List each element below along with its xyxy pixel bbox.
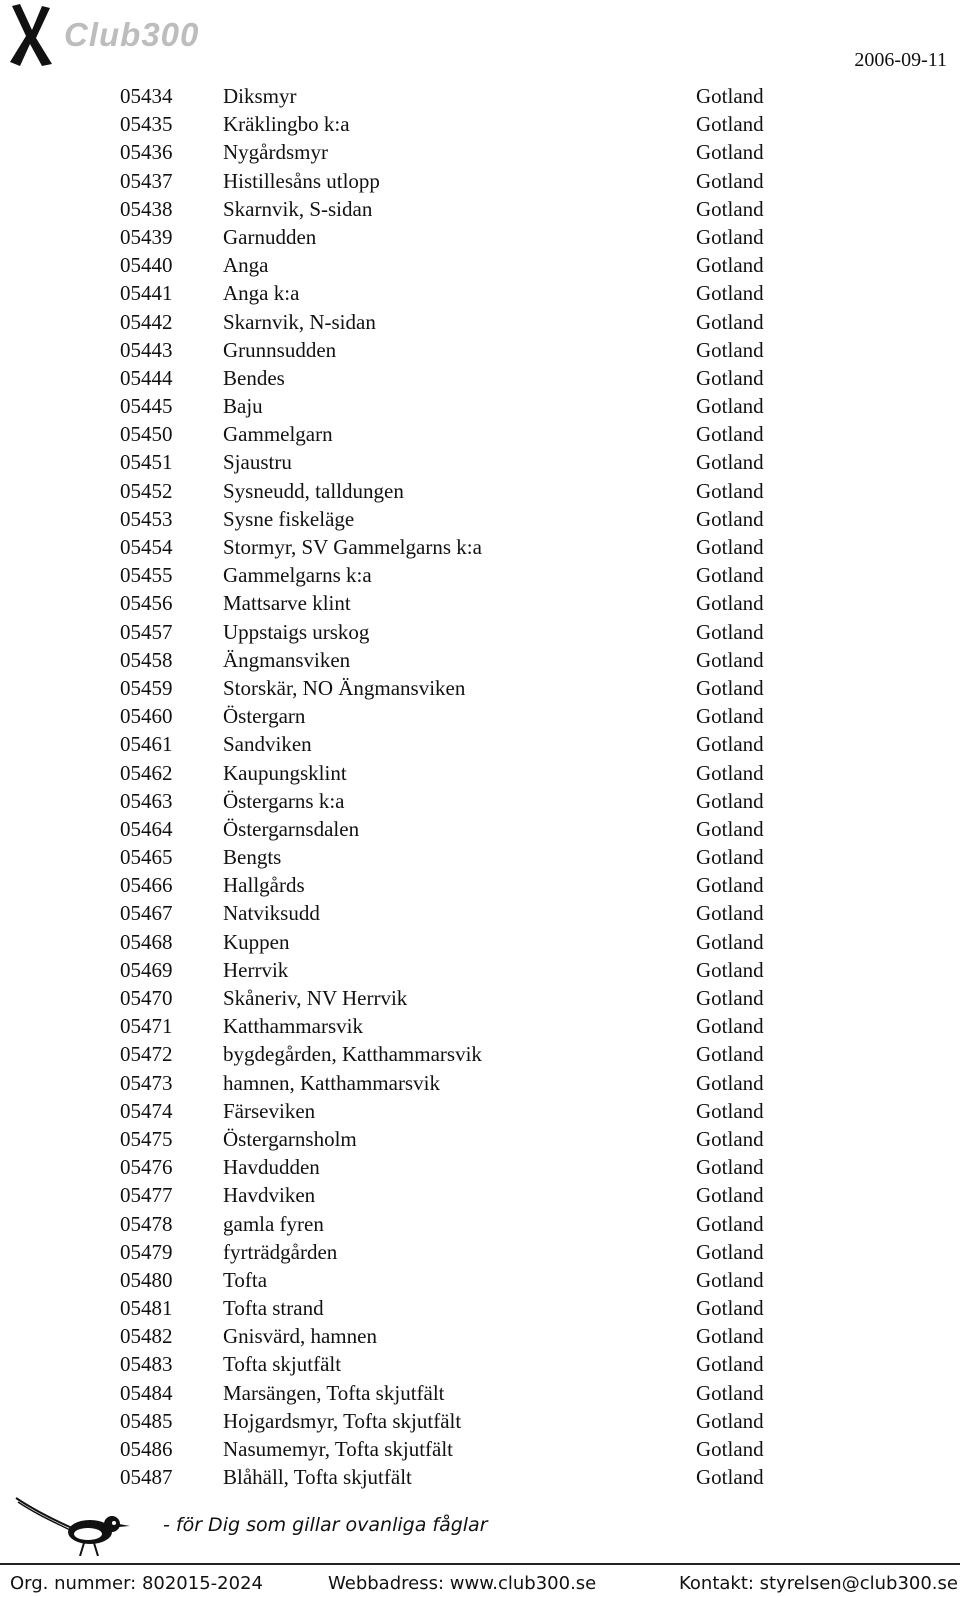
location-region: Gotland [696, 647, 764, 672]
location-name: Grunnsudden [223, 337, 337, 362]
table-row [120, 928, 820, 956]
location-code: 05461 [120, 732, 173, 757]
table-row [120, 533, 820, 561]
location-region: Gotland [696, 1155, 764, 1180]
location-code: 05467 [120, 901, 173, 926]
location-name: Gnisvärd, hamnen [223, 1324, 377, 1349]
table-row [120, 1238, 820, 1266]
location-code: 05437 [120, 168, 173, 193]
location-region: Gotland [696, 619, 764, 644]
location-name: Hallgårds [223, 873, 305, 898]
location-code: 05463 [120, 788, 173, 813]
location-code: 05443 [120, 337, 173, 362]
table-row [120, 1350, 820, 1378]
location-region: Gotland [696, 1324, 764, 1349]
location-region: Gotland [696, 253, 764, 278]
location-region: Gotland [696, 422, 764, 447]
location-code: 05444 [120, 365, 173, 390]
location-code: 05456 [120, 591, 173, 616]
table-row [120, 138, 820, 166]
location-region: Gotland [696, 1098, 764, 1123]
location-region: Gotland [696, 732, 764, 757]
location-name: Skarnvik, S-sidan [223, 196, 373, 221]
location-code: 05451 [120, 450, 173, 475]
location-name: Marsängen, Tofta skjutfält [223, 1380, 445, 1405]
table-row [120, 336, 820, 364]
location-name: hamnen, Katthammarsvik [223, 1070, 440, 1095]
table-row [120, 1012, 820, 1040]
location-region: Gotland [696, 816, 764, 841]
location-name: Östergarns k:a [223, 788, 345, 813]
location-name: Kaupungsklint [223, 760, 347, 785]
location-region: Gotland [696, 196, 764, 221]
table-row [120, 1463, 820, 1491]
location-code: 05442 [120, 309, 173, 334]
location-code: 05470 [120, 986, 173, 1010]
location-name: Baju [223, 394, 263, 419]
location-region: Gotland [696, 365, 764, 390]
location-region: Gotland [696, 535, 764, 559]
location-region: Gotland [696, 845, 764, 870]
location-name: Östergarnsholm [223, 1126, 357, 1151]
location-region: Gotland [696, 591, 764, 616]
location-code: 05471 [120, 1014, 173, 1039]
location-region: Gotland [696, 1183, 764, 1208]
location-region: Gotland [696, 168, 764, 193]
location-code: 05453 [120, 506, 173, 531]
location-region: Gotland [696, 224, 764, 249]
location-code: 05457 [120, 619, 173, 644]
location-region: Gotland [696, 1352, 764, 1377]
location-name: Bengts [223, 845, 282, 870]
location-region: Gotland [696, 1267, 764, 1292]
location-code: 05479 [120, 1239, 173, 1264]
location-name: Östergarn [223, 704, 306, 729]
location-name: Garnudden [223, 224, 317, 249]
location-name: Sysneudd, talldungen [223, 478, 404, 503]
location-name: Kuppen [223, 929, 290, 954]
table-row [120, 1266, 820, 1294]
location-region: Gotland [696, 986, 764, 1010]
web-address: Webbadress: www.club300.se [328, 1573, 597, 1594]
table-row [120, 110, 820, 138]
table-row [120, 364, 820, 392]
location-code: 05481 [120, 1296, 173, 1321]
table-row [120, 223, 820, 251]
location-code: 05484 [120, 1380, 173, 1405]
location-region: Gotland [696, 1437, 764, 1461]
location-name: gamla fyren [223, 1211, 324, 1236]
table-row [120, 618, 820, 646]
location-name: Katthammarsvik [223, 1014, 363, 1039]
location-name: Uppstaigs urskog [223, 619, 370, 644]
location-code: 05469 [120, 957, 173, 982]
location-name: fyrträdgården [223, 1239, 338, 1264]
location-code: 05435 [120, 112, 173, 137]
location-region: Gotland [696, 140, 764, 165]
location-code: 05476 [120, 1155, 173, 1180]
x-mark-icon [6, 2, 56, 68]
location-code: 05439 [120, 224, 173, 249]
location-name: Sjaustru [223, 450, 292, 475]
location-name: bygdegården, Katthammarsvik [223, 1042, 482, 1067]
table-row [120, 477, 820, 505]
footer-divider [0, 1563, 960, 1565]
table-row [120, 815, 820, 843]
location-region: Gotland [696, 1070, 764, 1095]
location-name: Diksmyr [223, 84, 297, 108]
location-code: 05458 [120, 647, 173, 672]
table-row [120, 1153, 820, 1181]
location-code: 05485 [120, 1408, 173, 1433]
location-name: Tofta strand [223, 1296, 324, 1321]
location-region: Gotland [696, 394, 764, 419]
table-row [120, 1294, 820, 1322]
table-row [120, 899, 820, 927]
table-row [120, 1435, 820, 1463]
location-name: Herrvik [223, 957, 289, 982]
table-row [120, 279, 820, 307]
table-row [120, 561, 820, 589]
location-code: 05474 [120, 1098, 173, 1123]
location-code: 05475 [120, 1126, 173, 1151]
location-code: 05468 [120, 929, 173, 954]
table-row [120, 646, 820, 674]
table-row [120, 1125, 820, 1153]
club300-logo [6, 2, 216, 68]
location-code: 05450 [120, 422, 173, 447]
location-name: Skåneriv, NV Herrvik [223, 986, 408, 1010]
location-code: 05459 [120, 675, 173, 700]
location-name: Nasumemyr, Tofta skjutfält [223, 1437, 454, 1461]
location-region: Gotland [696, 1239, 764, 1264]
table-row [120, 251, 820, 279]
location-code: 05466 [120, 873, 173, 898]
location-region: Gotland [696, 281, 764, 306]
bird-logo-icon [14, 1496, 144, 1556]
location-region: Gotland [696, 1296, 764, 1321]
contact-email: Kontakt: styrelsen@club300.se [679, 1573, 958, 1594]
location-code: 05438 [120, 196, 173, 221]
location-code: 05440 [120, 253, 173, 278]
location-region: Gotland [696, 1126, 764, 1151]
location-name: Sysne fiskeläge [223, 506, 355, 531]
location-region: Gotland [696, 1408, 764, 1433]
location-region: Gotland [696, 506, 764, 531]
location-region: Gotland [696, 957, 764, 982]
location-code: 05452 [120, 478, 173, 503]
org-number: Org. nummer: 802015-2024 [10, 1573, 263, 1594]
table-row [120, 759, 820, 787]
location-region: Gotland [696, 760, 764, 785]
table-row [120, 674, 820, 702]
location-code: 05445 [120, 394, 173, 419]
table-row [120, 843, 820, 871]
table-row [120, 82, 820, 110]
table-row [120, 1181, 820, 1209]
location-code: 05454 [120, 535, 173, 559]
location-region: Gotland [696, 1465, 764, 1490]
table-row [120, 787, 820, 815]
location-name: Blåhäll, Tofta skjutfält [223, 1465, 412, 1490]
location-name: Anga k:a [223, 281, 300, 306]
location-code: 05441 [120, 281, 173, 306]
location-code: 05465 [120, 845, 173, 870]
location-name: Tofta skjutfält [223, 1352, 342, 1377]
location-name: Skarnvik, N-sidan [223, 309, 376, 334]
table-row [120, 730, 820, 758]
table-row [120, 1322, 820, 1350]
location-name: Hojgardsmyr, Tofta skjutfält [223, 1408, 462, 1433]
table-row [120, 1379, 820, 1407]
table-row [120, 589, 820, 617]
logo-text: Club300 [64, 16, 200, 53]
table-row [120, 1040, 820, 1068]
location-region: Gotland [696, 337, 764, 362]
location-name: Stormyr, SV Gammelgarns k:a [223, 535, 482, 559]
location-name: Tofta [223, 1267, 268, 1292]
location-name: Havdudden [223, 1155, 320, 1180]
table-row [120, 448, 820, 476]
table-row [120, 1407, 820, 1435]
location-name: Nygårdsmyr [223, 140, 328, 165]
location-name: Gammelgarns k:a [223, 563, 372, 588]
location-region: Gotland [696, 1042, 764, 1067]
table-row [120, 1210, 820, 1238]
location-region: Gotland [696, 309, 764, 334]
location-name: Havdviken [223, 1183, 316, 1208]
table-row [120, 871, 820, 899]
location-region: Gotland [696, 1014, 764, 1039]
location-region: Gotland [696, 675, 764, 700]
document-date: 2006-09-11 [854, 49, 947, 71]
location-name: Östergarnsdalen [223, 816, 360, 841]
table-row [120, 420, 820, 448]
page-footer [0, 1490, 960, 1597]
location-name: Gammelgarn [223, 422, 333, 447]
table-row [120, 956, 820, 984]
location-name: Natviksudd [223, 901, 320, 926]
location-code: 05460 [120, 704, 173, 729]
location-region: Gotland [696, 478, 764, 503]
location-code: 05462 [120, 760, 173, 785]
location-name: Storskär, NO Ängmansviken [223, 675, 466, 700]
table-row [120, 505, 820, 533]
table-row [120, 392, 820, 420]
location-region: Gotland [696, 563, 764, 588]
location-code: 05464 [120, 816, 173, 841]
location-code: 05478 [120, 1211, 173, 1236]
location-code: 05455 [120, 563, 173, 588]
table-row [120, 984, 820, 1012]
location-name: Anga [223, 253, 269, 278]
location-code: 05482 [120, 1324, 173, 1349]
location-region: Gotland [696, 704, 764, 729]
location-region: Gotland [696, 788, 764, 813]
location-code: 05477 [120, 1183, 173, 1208]
table-row [120, 308, 820, 336]
table-row [120, 702, 820, 730]
table-row [120, 1097, 820, 1125]
location-name: Histillesåns utlopp [223, 168, 380, 193]
location-code: 05487 [120, 1465, 173, 1490]
location-region: Gotland [696, 1211, 764, 1236]
location-code: 05486 [120, 1437, 173, 1461]
location-code: 05434 [120, 84, 173, 108]
location-table [120, 82, 820, 1491]
location-name: Mattsarve klint [223, 591, 351, 616]
location-region: Gotland [696, 84, 764, 108]
location-code: 05473 [120, 1070, 173, 1095]
table-row [120, 167, 820, 195]
location-region: Gotland [696, 873, 764, 898]
table-row [120, 195, 820, 223]
location-name: Färseviken [223, 1098, 316, 1123]
footer-slogan: - för Dig som gillar ovanliga fåglar [163, 1514, 488, 1536]
location-code: 05436 [120, 140, 173, 165]
table-row [120, 1069, 820, 1097]
location-name: Kräklingbo k:a [223, 112, 350, 137]
location-code: 05480 [120, 1267, 173, 1292]
location-name: Ängmansviken [223, 647, 351, 672]
location-name: Bendes [223, 365, 285, 390]
location-region: Gotland [696, 112, 764, 137]
location-region: Gotland [696, 1380, 764, 1405]
location-name: Sandviken [223, 732, 312, 757]
location-region: Gotland [696, 929, 764, 954]
location-code: 05472 [120, 1042, 173, 1067]
location-region: Gotland [696, 901, 764, 926]
location-region: Gotland [696, 450, 764, 475]
location-code: 05483 [120, 1352, 173, 1377]
